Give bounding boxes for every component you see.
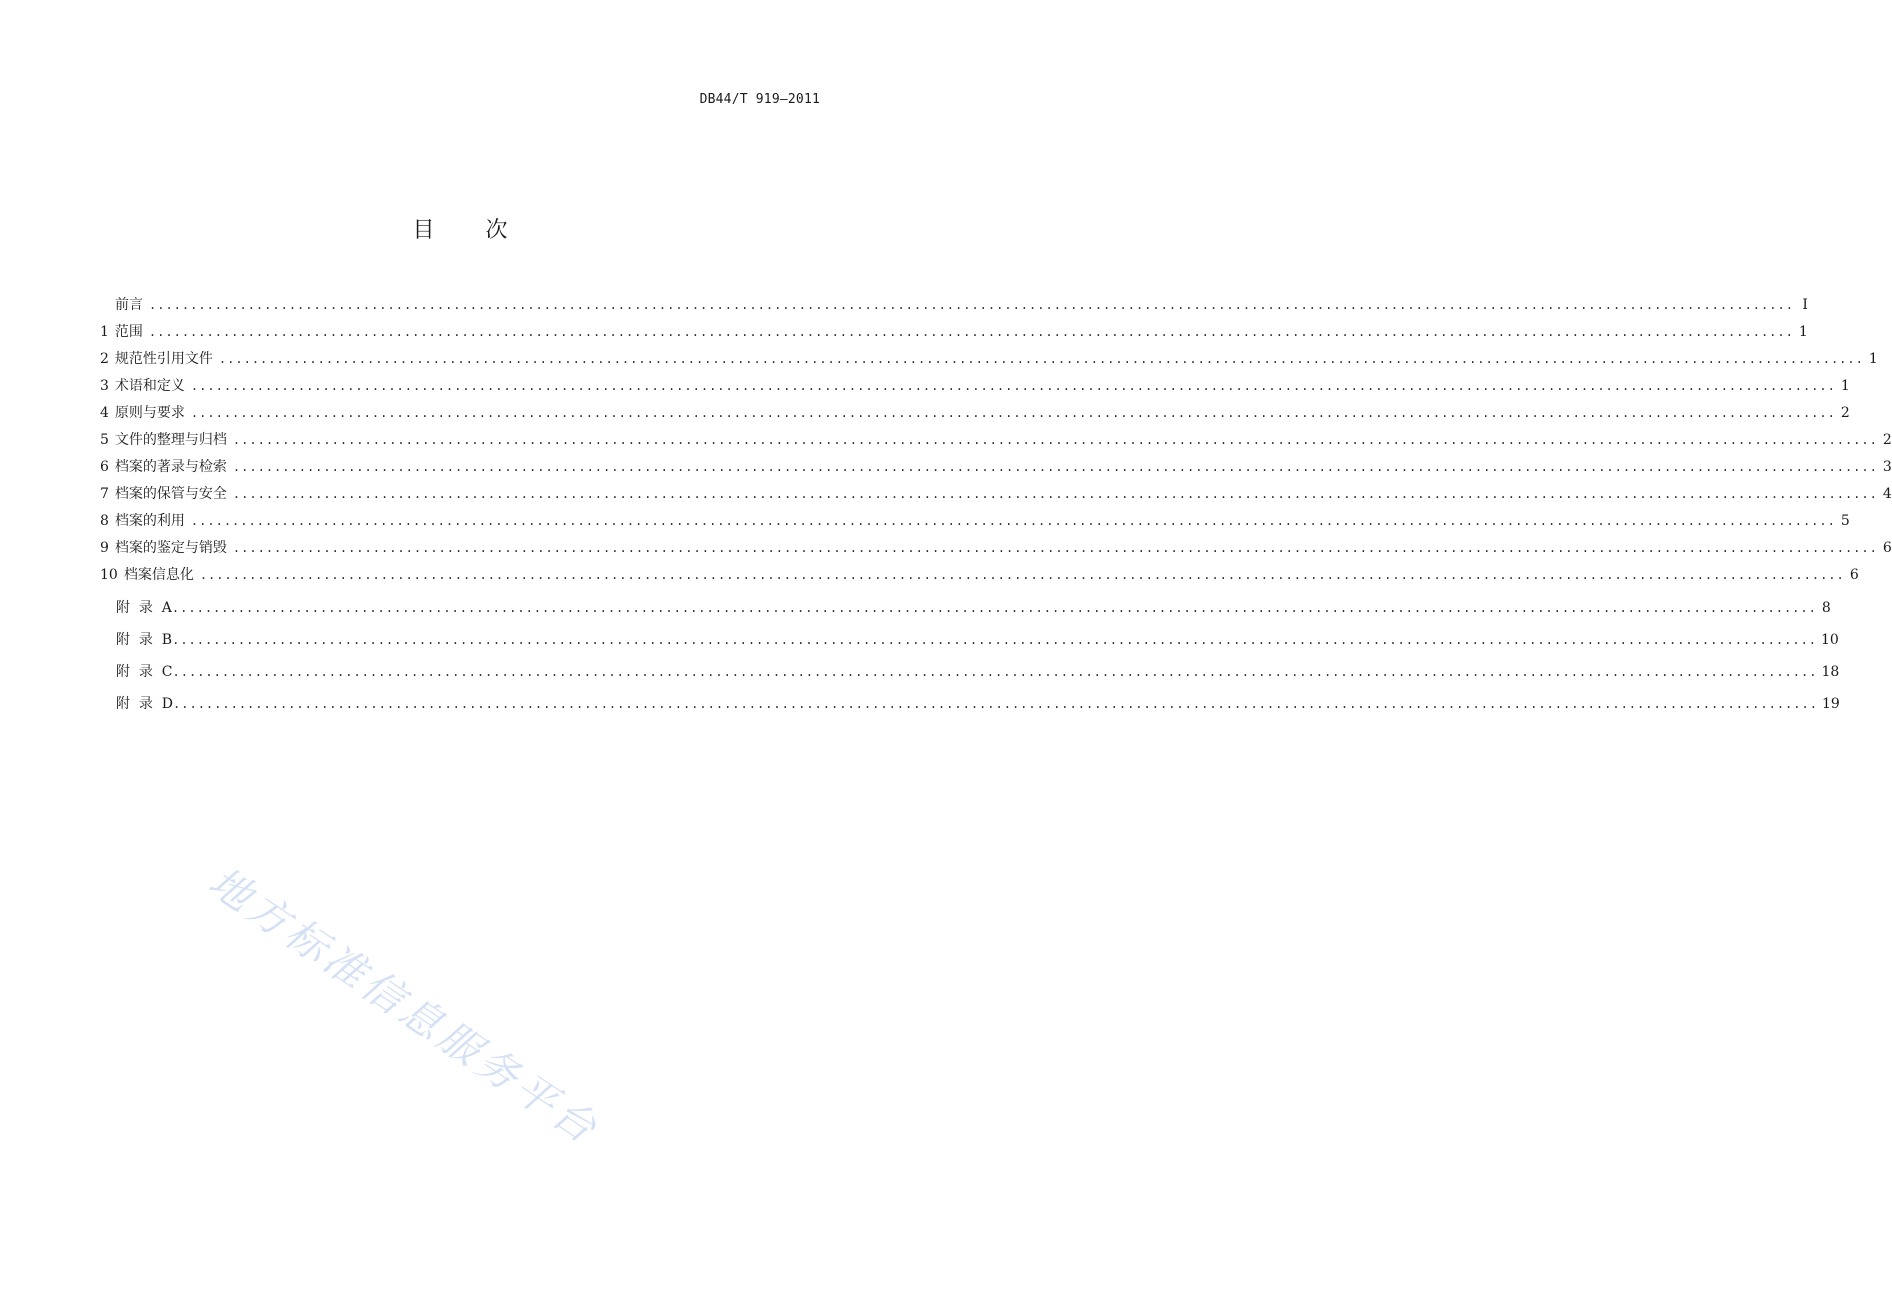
toc-entry-number: 9 — [100, 540, 109, 556]
toc-page-number: 1 — [1798, 324, 1808, 340]
toc-leader-dots: ........................................................................................................................................................................................................ — [232, 433, 1878, 447]
toc-entry-title: 文件的整理与归档 — [114, 432, 227, 448]
toc-entry-3[interactable] — [100, 373, 1850, 400]
toc-entry-title: 档案的利用 — [114, 513, 185, 529]
toc-entry-appendix-d[interactable] — [100, 688, 1840, 720]
toc-page-number: 5 — [1840, 513, 1850, 529]
toc-entry-label: 附 录 C — [116, 664, 173, 680]
toc-page-number: 18 — [1821, 664, 1840, 680]
toc-leader-dots: ........................................................................................................................................................................................................ — [171, 601, 1817, 615]
toc-entry-title: 档案的著录与检索 — [114, 459, 227, 475]
toc-entry-title: 范围 — [114, 324, 143, 340]
toc-leader-dots: ........................................................................................................................................................................................................ — [190, 379, 1836, 393]
toc-entry-label: 附 录 B — [116, 632, 173, 648]
toc-entry-6[interactable] — [100, 454, 1892, 481]
toc-entry-8[interactable] — [100, 508, 1850, 535]
toc-leader-dots: ........................................................................................................................................................................................................ — [218, 352, 1864, 366]
toc-entry-number: 3 — [100, 378, 109, 394]
toc-leader-dots: ........................................................................................................................................................................................................ — [190, 514, 1836, 528]
toc-entry-10[interactable] — [100, 562, 1859, 589]
toc-leader-dots: ........................................................................................................................................................................................................ — [199, 568, 1845, 582]
toc-entry-2[interactable] — [100, 346, 1878, 373]
toc-entry-label — [100, 481, 227, 508]
toc-leader-dots: ........................................................................................................................................................................................................ — [172, 633, 1818, 647]
toc-leader-dots: ........................................................................................................................................................................................................ — [148, 325, 1794, 339]
toc-page-number: 2 — [1840, 405, 1850, 421]
toc-entry-appendix-c[interactable] — [100, 656, 1840, 688]
toc-leader-dots: ........................................................................................................................................................................................................ — [172, 665, 1818, 679]
toc-entry-appendix-a[interactable] — [100, 592, 1831, 624]
toc-entry-label — [100, 508, 185, 535]
toc-entry-title: 原则与要求 — [114, 405, 185, 421]
toc-entry-label: 附 录 D — [116, 696, 174, 712]
toc-entry-label — [100, 562, 194, 589]
toc-entry-preface[interactable] — [100, 292, 1808, 319]
toc-entry-title: 档案信息化 — [123, 567, 194, 583]
toc-entry-label — [100, 535, 227, 562]
toc-page-number: 4 — [1882, 486, 1892, 502]
toc-entry-1[interactable] — [100, 319, 1808, 346]
toc-leader-dots: ........................................................................................................................................................................................................ — [232, 541, 1878, 555]
toc-page-number: 3 — [1882, 459, 1892, 475]
toc-entry-number: 4 — [100, 405, 109, 421]
toc-entry-7[interactable] — [100, 481, 1892, 508]
toc-entry-label — [100, 373, 185, 400]
toc-entry-number: 5 — [100, 432, 109, 448]
toc-leader-dots: ........................................................................................................................................................................................................ — [190, 406, 1836, 420]
toc-page-number: 19 — [1821, 696, 1840, 712]
toc-page-number: 1 — [1868, 351, 1878, 367]
toc-entry-title: 术语和定义 — [114, 378, 185, 394]
toc-entry-number: 2 — [100, 351, 109, 367]
toc-page-number: I — [1802, 297, 1808, 313]
toc-entry-label: 前言 — [115, 297, 143, 313]
table-of-contents — [100, 292, 1892, 720]
toc-entry-4[interactable] — [100, 400, 1850, 427]
toc-entry-9[interactable] — [100, 535, 1892, 562]
watermark-text: 地方标准信息服务平台 — [200, 857, 609, 1155]
toc-page-number: 8 — [1821, 600, 1831, 616]
page-title: 目 次 — [412, 218, 530, 243]
toc-page-number: 2 — [1882, 432, 1892, 448]
toc-entry-number: 8 — [100, 513, 109, 529]
toc-entry-number: 1 — [100, 324, 109, 340]
toc-entry-title: 档案的鉴定与销毁 — [114, 540, 227, 556]
toc-leader-dots: ........................................................................................................................................................................................................ — [232, 487, 1878, 501]
toc-entry-label: 附 录 A — [116, 600, 172, 616]
toc-entry-label — [100, 454, 227, 481]
toc-entry-label — [100, 400, 185, 427]
toc-page-number: 1 — [1840, 378, 1850, 394]
toc-page-number: 6 — [1882, 540, 1892, 556]
toc-leader-dots: ........................................................................................................................................................................................................ — [232, 460, 1878, 474]
toc-page-number: 10 — [1821, 632, 1839, 648]
toc-entry-number: 6 — [100, 459, 109, 475]
toc-entry-label — [100, 346, 213, 373]
toc-entry-label — [100, 319, 143, 346]
toc-entry-appendix-b[interactable] — [100, 624, 1839, 656]
toc-entry-label — [100, 427, 227, 454]
toc-entry-number: 10 — [100, 567, 118, 583]
toc-entry-5[interactable] — [100, 427, 1892, 454]
toc-leader-dots: ........................................................................................................................................................................................................ — [149, 298, 1794, 312]
toc-entry-title: 档案的保管与安全 — [114, 486, 227, 502]
toc-page-number: 6 — [1849, 567, 1859, 583]
toc-entry-title: 规范性引用文件 — [114, 351, 213, 367]
toc-leader-dots: ........................................................................................................................................................................................................ — [173, 697, 1818, 711]
standard-code: DB44/T 919—2011 — [699, 92, 820, 107]
toc-entry-number: 7 — [100, 486, 109, 502]
